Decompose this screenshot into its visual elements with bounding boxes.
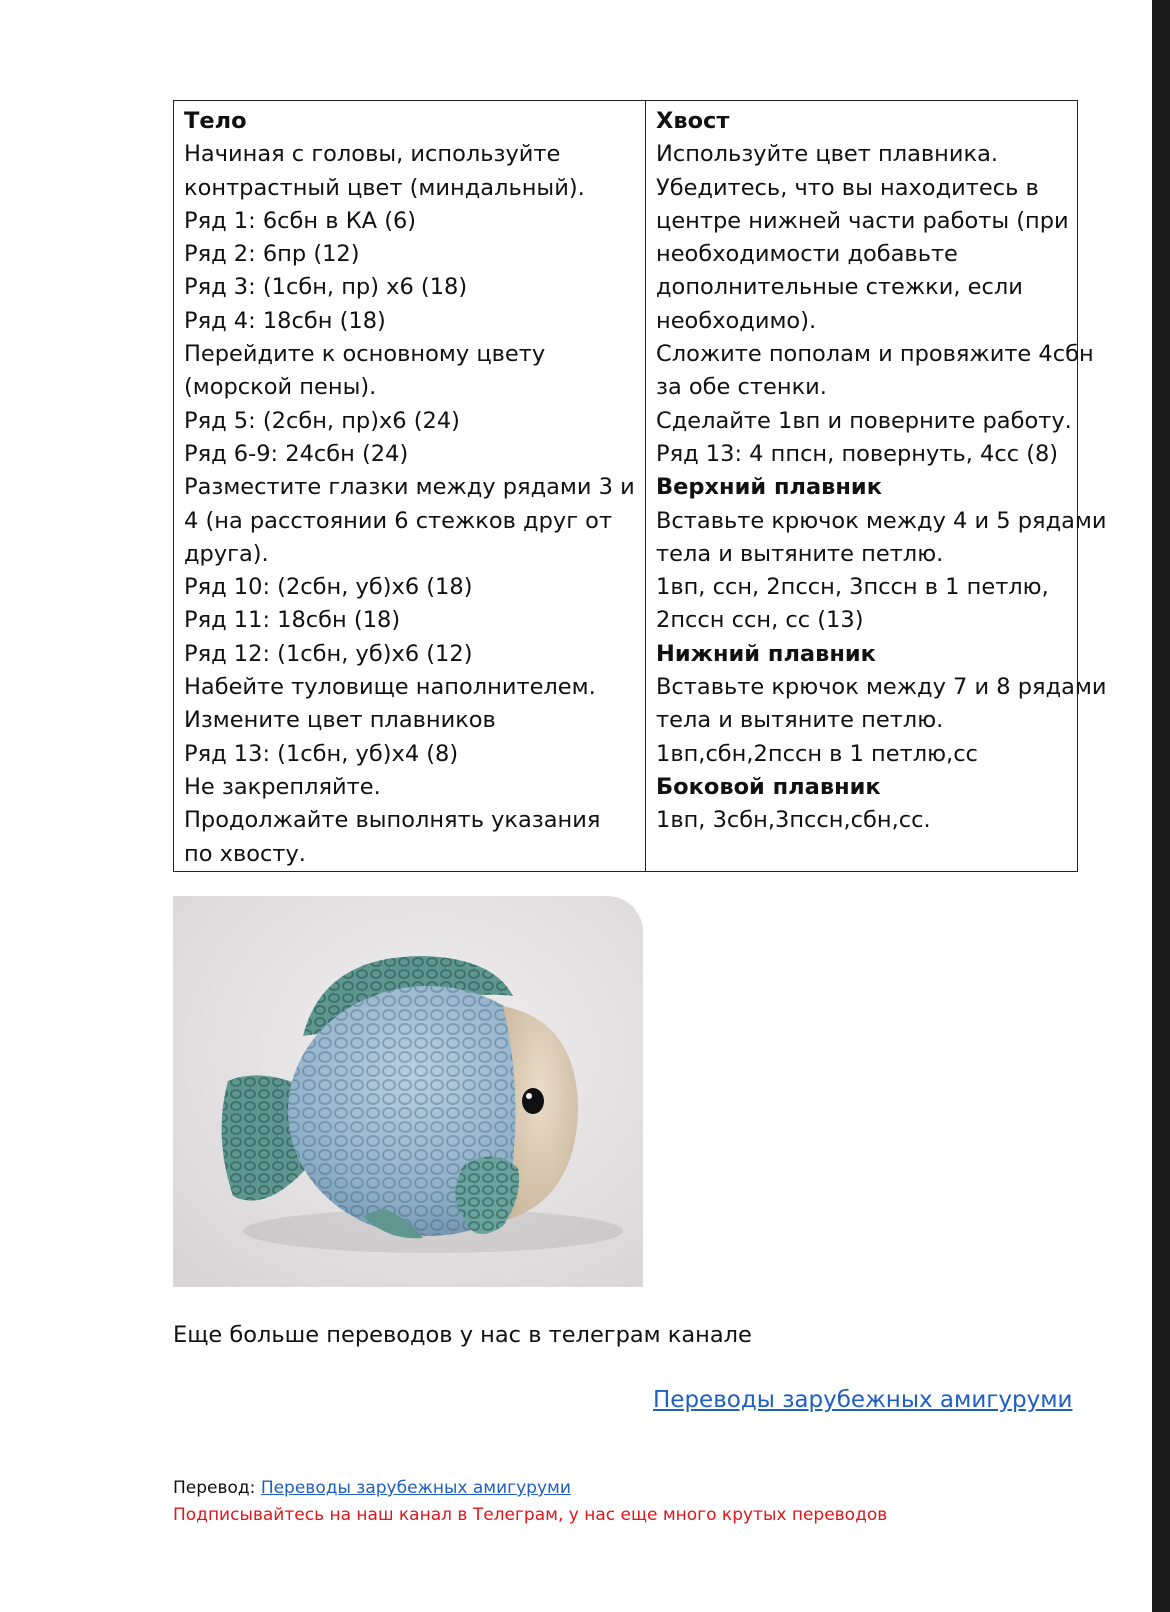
telegram-caption: Еще больше переводов у нас в телеграм канале — [173, 1322, 752, 1348]
tail-line: необходимости добавьте — [656, 241, 958, 268]
top-fin-line: тела и вытяните петлю. — [656, 540, 944, 567]
translation-credit — [173, 1478, 571, 1498]
body-line: Ряд 5: (2сбн, пр)х6 (24) — [184, 407, 460, 434]
pattern-table — [173, 100, 1107, 872]
body-line: Ряд 3: (1сбн, пр) х6 (18) — [184, 274, 468, 301]
top-fin-line: Вставьте крючок между 4 и 5 рядами — [656, 507, 1107, 534]
side-fin-heading: Боковой плавник — [656, 773, 881, 800]
body-line: Начиная с головы, используйте — [184, 141, 561, 168]
body-line: Перейдите к основному цвету — [184, 341, 546, 368]
tail-line: дополнительные стежки, если — [656, 274, 1023, 301]
fish-photo — [173, 896, 643, 1287]
body-line: по хвосту. — [184, 840, 306, 867]
body-line: Ряд 4: 18сбн (18) — [184, 307, 386, 334]
body-line: Ряд 13: (1сбн, уб)х4 (8) — [184, 740, 459, 767]
tail-line: Сложите пополам и провяжите 4сбн — [656, 341, 1094, 368]
body-line: Измените цвет плавников — [184, 707, 496, 734]
promo-text: Подписывайтесь на наш канал в Телеграм, у нас еще много крутых переводов — [173, 1505, 888, 1525]
body-line: Ряд 11: 18сбн (18) — [184, 607, 401, 634]
body-line: Набейте туловище наполнителем. — [184, 674, 596, 701]
body-line: (морской пены). — [184, 374, 377, 401]
channel-link[interactable]: Переводы зарубежных амигуруми — [653, 1387, 1073, 1413]
body-line: Продолжайте выполнять указания — [184, 807, 601, 834]
body-line: Ряд 12: (1сбн, уб)х6 (12) — [184, 640, 473, 667]
credit-label: Перевод: — [173, 1478, 256, 1498]
body-line: друга). — [184, 540, 269, 567]
body-column — [174, 101, 646, 872]
top-fin-line: 1вп, ссн, 2пссн, 3пссн в 1 петлю, — [656, 574, 1049, 601]
tail-line: необходимо). — [656, 307, 817, 334]
bottom-fin-line: Вставьте крючок между 7 и 8 рядами — [656, 674, 1107, 701]
tail-line: Убедитесь, что вы находитесь в — [656, 174, 1039, 201]
tail-fins-column — [646, 101, 1107, 872]
tail-line: центре нижней части работы (при — [656, 207, 1069, 234]
body-line: Разместите глазки между рядами 3 и — [184, 474, 635, 501]
tail-line: за обе стенки. — [656, 374, 827, 401]
body-line: Ряд 2: 6пр (12) — [184, 241, 360, 268]
body-heading: Тело — [184, 108, 247, 134]
tail-heading: Хвост — [656, 108, 730, 134]
tail-line: Сделайте 1вп и поверните работу. — [656, 407, 1072, 434]
body-line: Ряд 6-9: 24сбн (24) — [184, 440, 409, 467]
body-line: Не закрепляйте. — [184, 773, 381, 800]
body-line: Ряд 1: 6сбн в КА (6) — [184, 207, 417, 234]
side-fin-line: 1вп, 3сбн,3пссн,сбн,сс. — [656, 807, 931, 834]
bottom-fin-line: 1вп,сбн,2пссн в 1 петлю,сс — [656, 740, 978, 767]
credit-link[interactable]: Переводы зарубежных амигуруми — [260, 1478, 571, 1498]
body-line: контрастный цвет (миндальный). — [184, 174, 585, 201]
tail-line: Используйте цвет плавника. — [656, 141, 999, 168]
bottom-fin-heading: Нижний плавник — [656, 640, 876, 667]
top-fin-line: 2пссн ссн, сс (13) — [656, 607, 864, 634]
body-line: 4 (на расстоянии 6 стежков друг от — [184, 507, 613, 534]
tail-line: Ряд 13: 4 ппсн, повернуть, 4сс (8) — [656, 440, 1059, 467]
bottom-fin-line: тела и вытяните петлю. — [656, 707, 944, 734]
top-fin-heading: Верхний плавник — [656, 474, 882, 501]
body-line: Ряд 10: (2сбн, уб)х6 (18) — [184, 574, 473, 601]
